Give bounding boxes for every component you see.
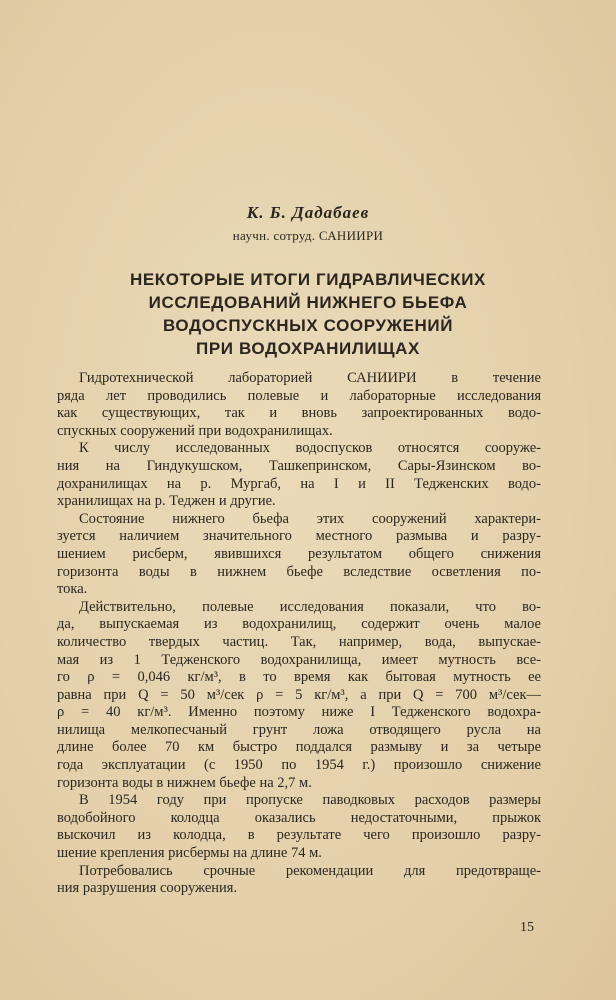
body-line: Действительно, полевые исследования показали, что во- (79, 598, 541, 615)
body-line: длине более 70 км быстро поддался размыву и за четыре (57, 739, 541, 756)
body-line: го ρ = 0,046 кг/м³, в то время как бытовая мутность ее (57, 669, 541, 686)
body-line: спускных сооружений при водохранилищах. (57, 422, 333, 439)
article-body (57, 370, 541, 898)
title-line: ВОДОСПУСКНЫХ СООРУЖЕНИЙ (162, 316, 454, 335)
body-line: Гидротехнической лабораторией САНИИРИ в течение (79, 370, 541, 386)
body-line: горизонта воды в нижнем бьефе на 2,7 м. (57, 774, 312, 791)
body-line: ряда лет проводились полевые и лабораторные исследования (57, 387, 541, 404)
body-line: года эксплуатации (с 1950 по 1954 г.) произошло снижение (57, 757, 541, 774)
body-line: нилища мелкопесчаный грунт ложа отводящего русла на (57, 721, 541, 738)
body-line: В 1954 году при пропуске паводковых расходов размеры (79, 792, 541, 809)
title-line: НЕКОТОРЫЕ ИТОГИ ГИДРАВЛИЧЕСКИХ (129, 270, 486, 289)
body-line: дохранилищах на р. Мургаб, на I и II Тедженских водо- (57, 475, 541, 492)
page-number: 15 (520, 920, 534, 935)
body-line: горизонта воды в нижнем бьефе вследствие осветления по- (57, 563, 541, 580)
author-affiliation: научн. сотруд. САНИИРИ (232, 228, 384, 243)
body-line: ния на Гиндукушском, Ташкепринском, Сары-Язинском во- (57, 457, 541, 474)
title-line: ПРИ ВОДОХРАНИЛИЩАХ (196, 339, 420, 358)
body-line: водобойного колодца оказались недостаточными, прыжок (57, 809, 541, 826)
body-line: шение крепления рисбермы на длине 74 м. (57, 845, 322, 862)
body-line: выскочил из колодца, в результате чего произошло разру- (57, 827, 541, 844)
body-line: тока. (57, 581, 88, 598)
body-line: мая из 1 Тедженского водохранилища, имеет мутность все- (57, 651, 541, 668)
body-line: да, выпускаемая из водохранилищ, содержит очень малое (57, 616, 541, 633)
body-line: равна при Q = 50 м³/сек ρ = 5 кг/м³, а при Q = 700 м³/сек— (57, 686, 541, 703)
author-name: К. Б. Дадабаев (246, 203, 370, 222)
body-line: хранилищах на р. Теджен и другие. (57, 493, 276, 510)
body-line: ния разрушения сооружения. (57, 880, 238, 897)
body-line: шением рисберм, явившихся результатом общего снижения (57, 545, 541, 562)
article-title (0, 268, 616, 360)
body-line: К числу исследованных водоспусков относятся сооруже- (79, 440, 541, 457)
body-line: Состояние нижнего бьефа этих сооружений характери- (79, 510, 541, 527)
title-line: ИССЛЕДОВАНИЙ НИЖНЕГО БЬЕФА (148, 293, 468, 312)
body-line: Потребовались срочные рекомендации для предотвраще- (79, 862, 541, 879)
body-line: ρ = 40 кг/м³. Именно поэтому ниже I Тедженского водохра- (57, 704, 541, 721)
body-line: количество твердых частиц. Так, например, вода, выпускае- (57, 633, 541, 650)
body-line: как существующих, так и вновь запроектированных водо- (57, 405, 541, 422)
body-line: зуется наличием значительного местного размыва и разру- (57, 528, 541, 545)
